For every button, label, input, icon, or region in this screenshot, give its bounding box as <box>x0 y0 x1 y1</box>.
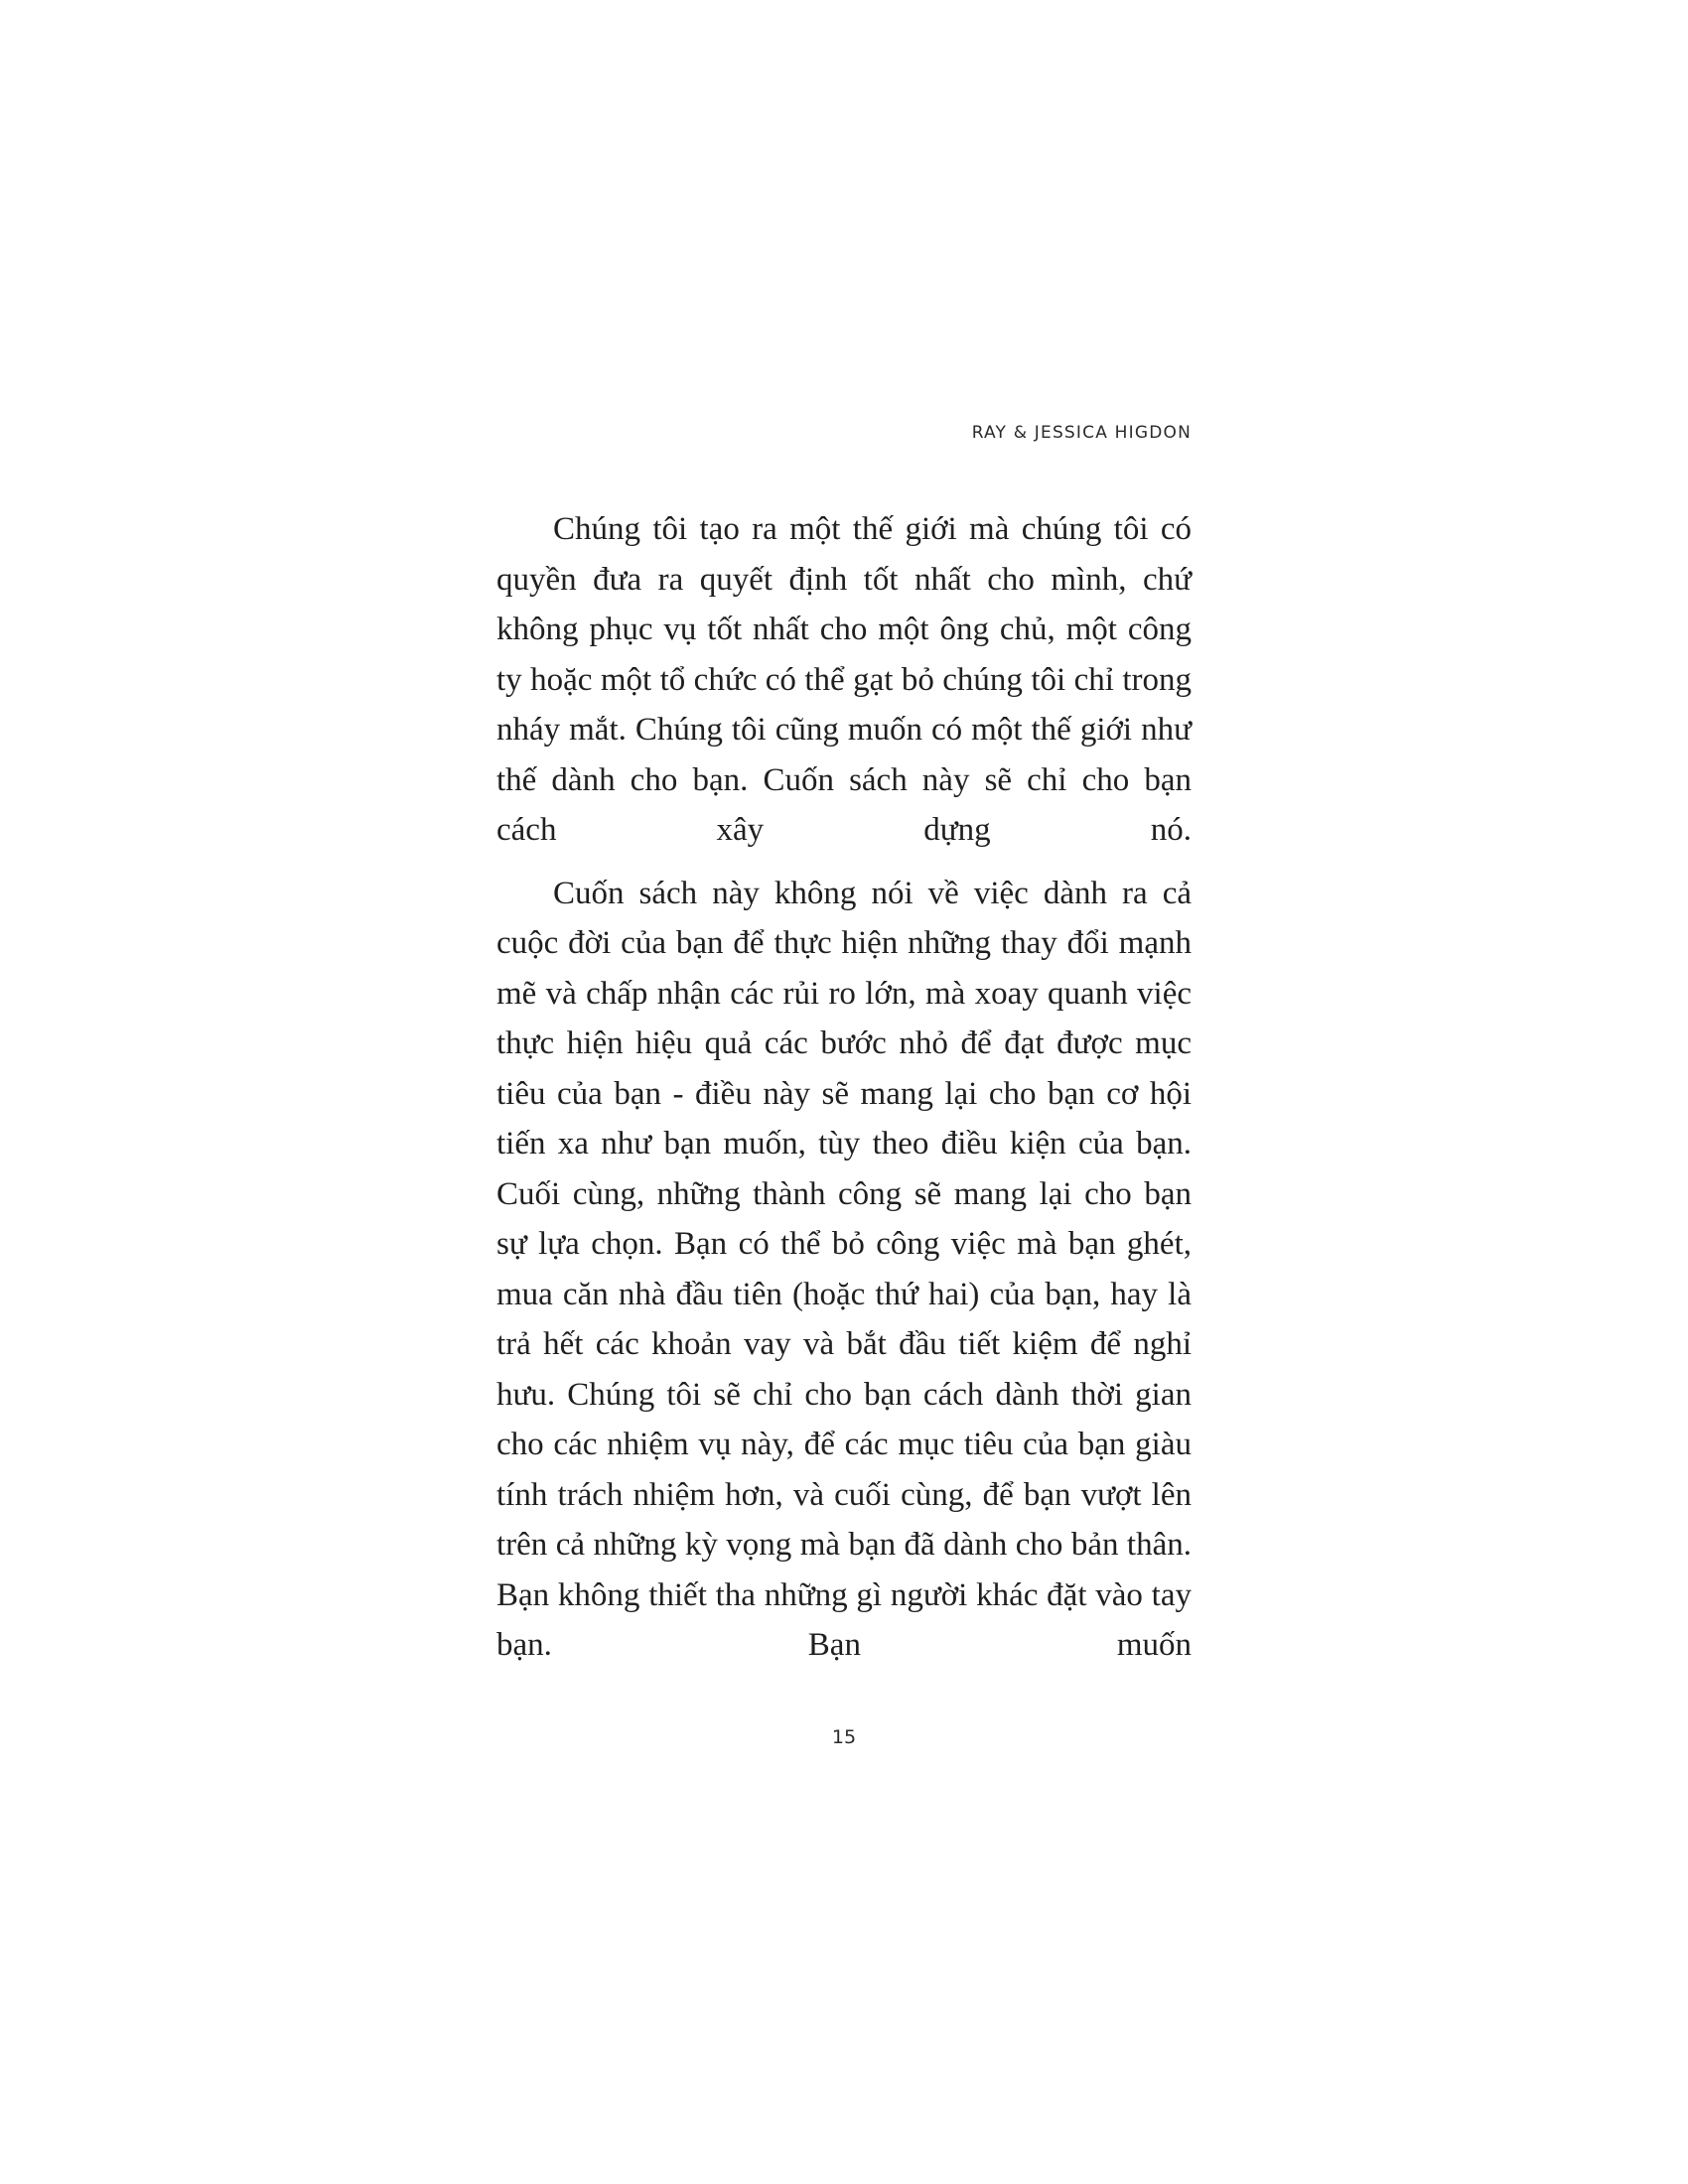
paragraph-1: Chúng tôi tạo ra một thế giới mà chúng tôi có quyền đưa ra quyết định tốt nhất cho mình, chứ không phục vụ tốt nhất cho một ông chủ, một công ty hoặc một tổ chức có thể gạt bỏ chúng tôi chỉ trong nháy mắt. Chúng tôi cũng muốn có một thế giới như thế dành cho bạn. Cuốn sách này sẽ chỉ cho bạn cách xây dựng nó. <box>496 511 1192 848</box>
paragraph-2: Cuốn sách này không nói về việc dành ra cả cuộc đời của bạn để thực hiện những thay đổi mạnh mẽ và chấp nhận các rủi ro lớn, mà xoay quanh việc thực hiện hiệu quả các bước nhỏ để đạt được mục tiêu của bạn - điều này sẽ mang lại cho bạn cơ hội tiến xa như bạn muốn, tùy theo điều kiện của bạn. Cuối cùng, những thành công sẽ mang lại cho bạn sự lựa chọn. Bạn có thể bỏ công việc mà bạn ghét, mua căn nhà đầu tiên (hoặc thứ hai) của bạn, hay là trả hết các khoản vay và bắt đầu tiết kiệm để nghỉ hưu. Chúng tôi sẽ chỉ cho bạn cách dành thời gian cho các nhiệm vụ này, để các mục tiêu của bạn giàu tính trách nhiệm hơn, và cuối cùng, để bạn vượt lên trên cả những kỳ vọng mà bạn đã dành cho bản thân. Bạn không thiết tha những gì người khác đặt vào tay bạn. Bạn muốn <box>496 875 1192 1663</box>
body-text <box>496 504 1192 1671</box>
running-header: RAY & JESSICA HIGDON <box>971 423 1192 443</box>
page-number: 15 <box>831 1726 857 1748</box>
